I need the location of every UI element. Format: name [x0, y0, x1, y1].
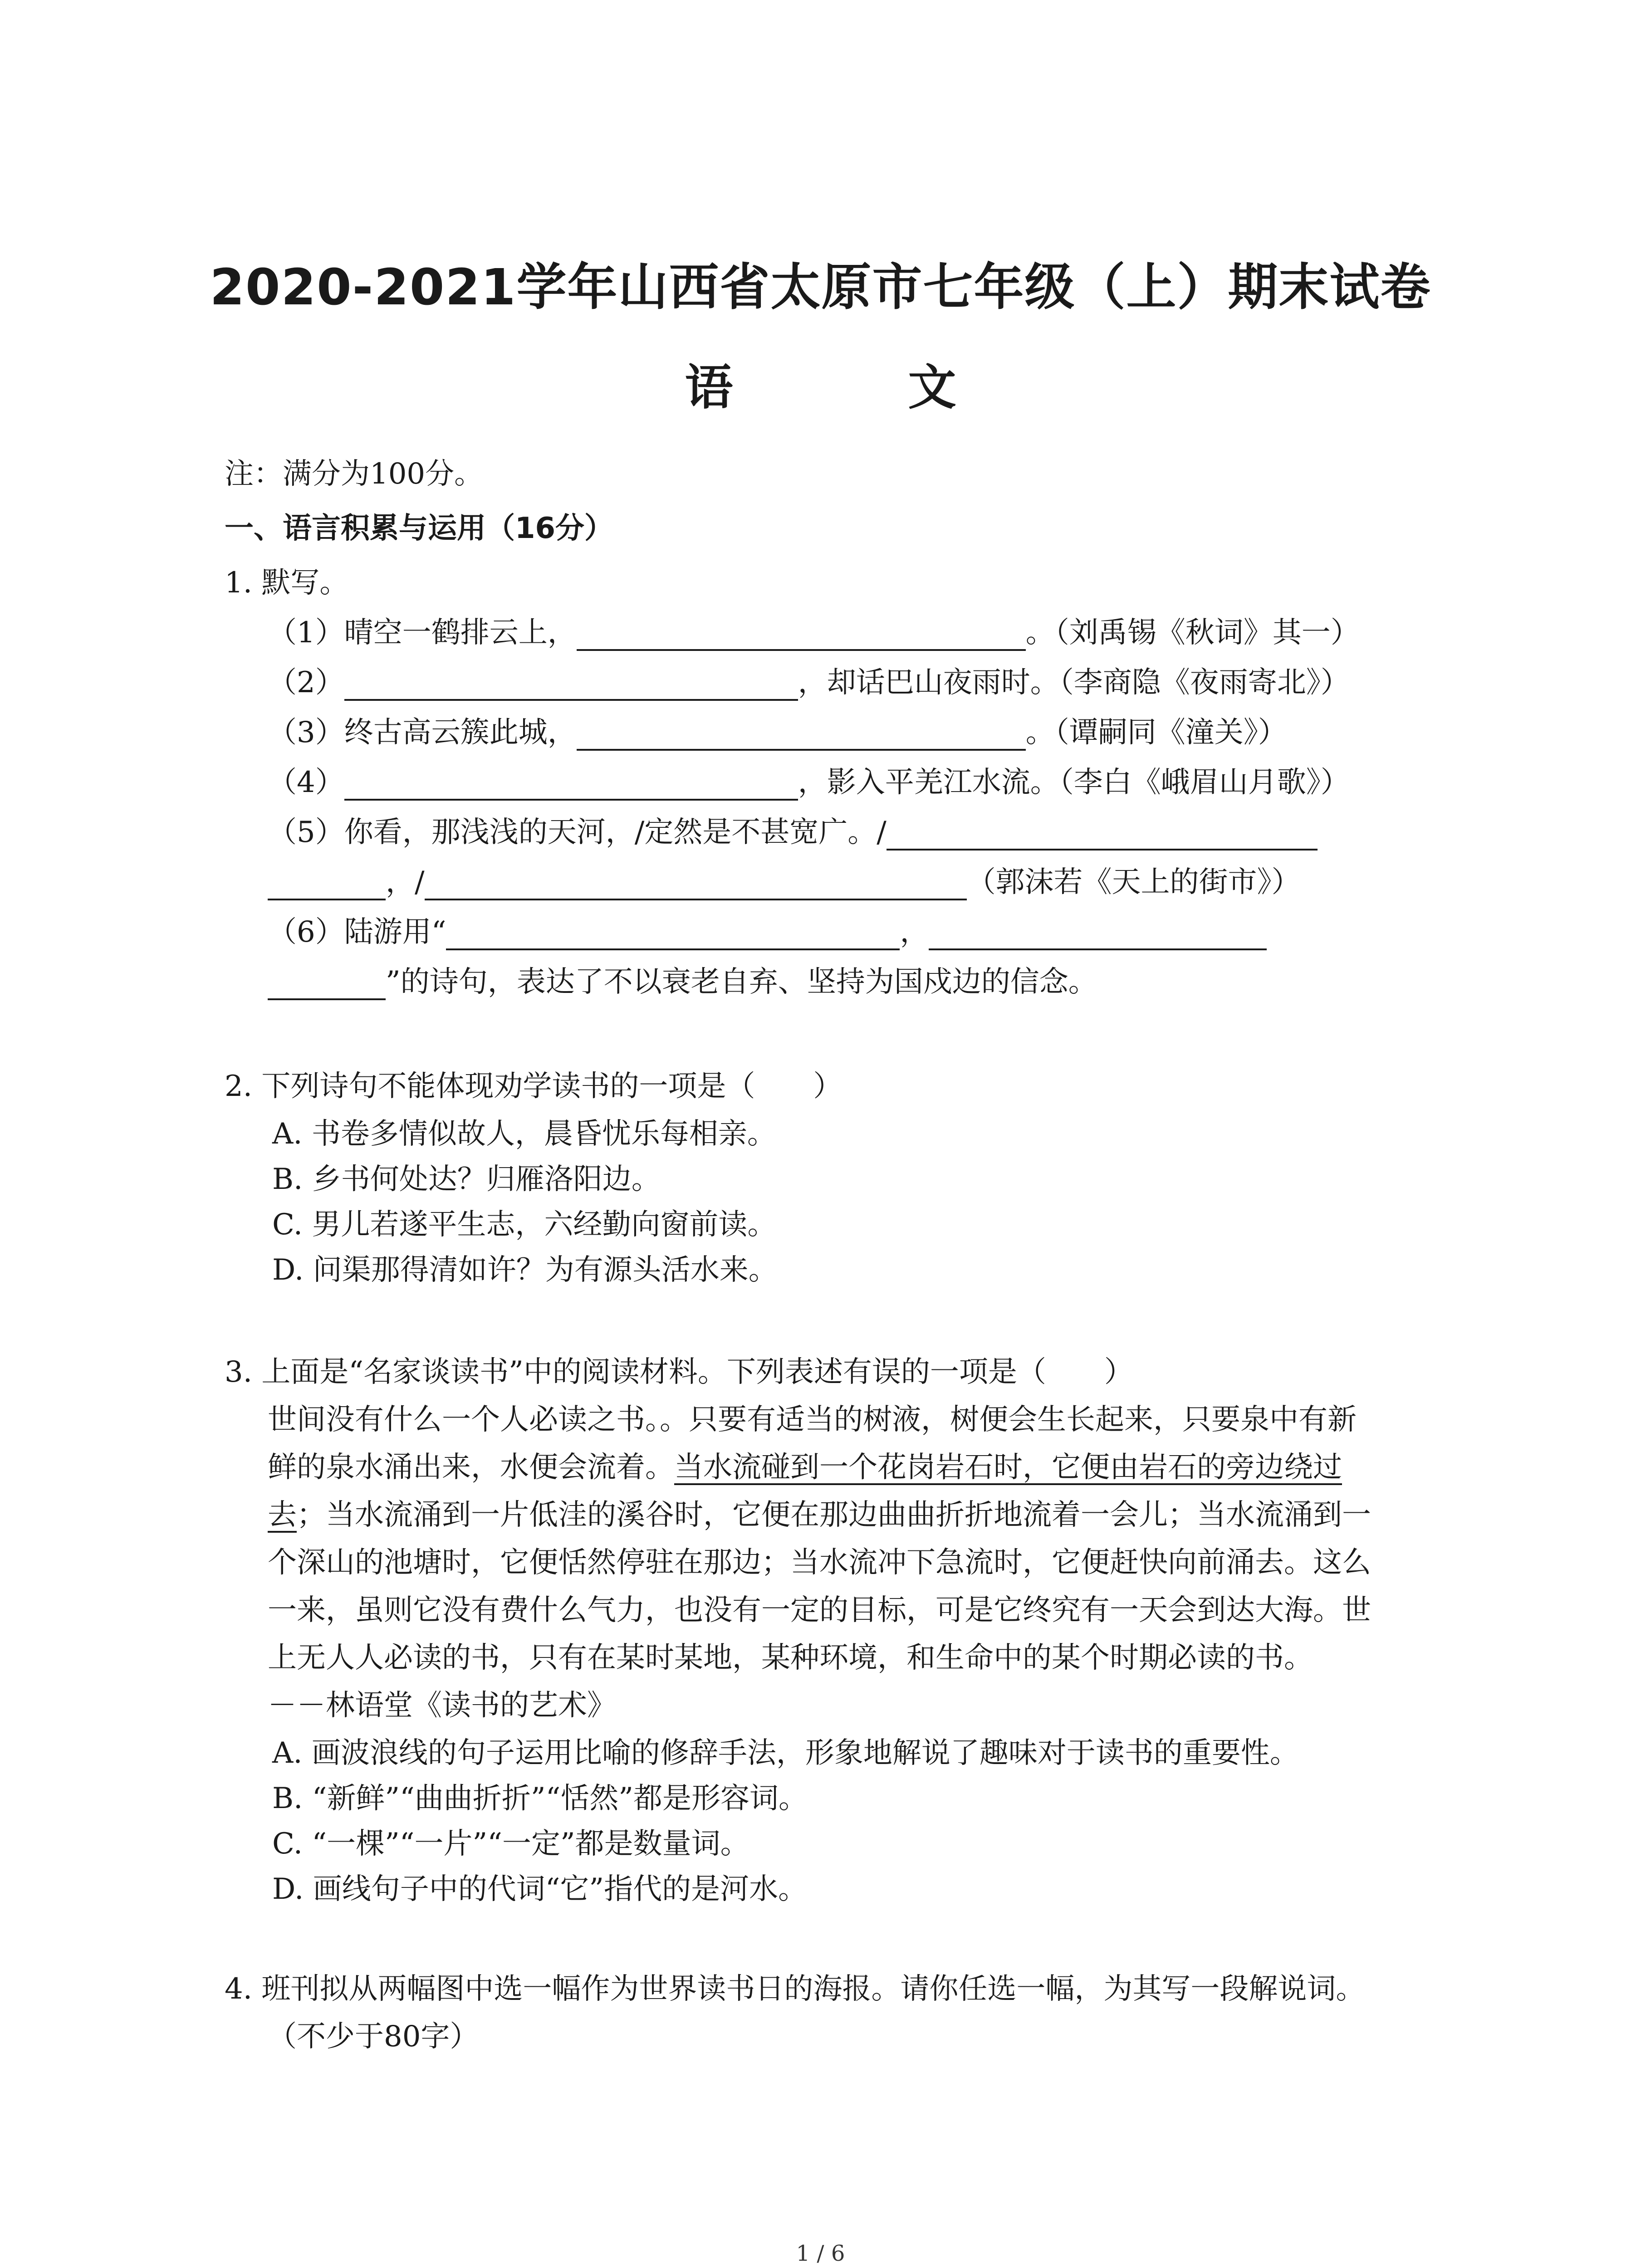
q1-line-5 — [268, 814, 1318, 850]
q2-option-b[interactable]: B. 乡书何处达？归雁洛阳边。 — [272, 1163, 661, 1196]
q1-stem: 1. 默写。 — [225, 566, 349, 600]
q3-option-a[interactable]: A. 画波浪线的句子运用比喻的修辞手法，形象地解说了趣味对于读书的重要性。 — [272, 1736, 1299, 1770]
q3-option-c[interactable]: C. “一棵”“一片”“一定”都是数量词。 — [272, 1827, 749, 1861]
q1-line-6 — [268, 914, 1267, 950]
q1-line-4-suffix: ，影入平羌江水流。（李白《峨眉山月歌》） — [798, 766, 1350, 799]
exam-title: 2020-2021学年山西省太原市七年级（上）期末试卷 — [210, 258, 1431, 316]
answer-blank[interactable] — [887, 819, 1318, 850]
q3-passage-line-6: 上无人人必读的书，只有在某时某地，某种环境，和生命中的某个时期必读的书。 — [268, 1641, 1313, 1675]
q1-line-6b — [268, 964, 1097, 1000]
q3-passage-line-5: 一来，虽则它没有费什么气力，也没有一定的目标，可是它终究有一天会到达大海。世 — [268, 1593, 1371, 1627]
q1-line-6-prefix: （6）陆游用“ — [268, 915, 446, 949]
answer-blank[interactable] — [929, 919, 1267, 950]
q1-line-5b-separator: ，/ — [386, 865, 425, 899]
answer-blank[interactable] — [446, 919, 900, 950]
q1-line-4-prefix: （4） — [268, 766, 344, 799]
q2-option-d[interactable]: D. 问渠那得清如许？为有源头活水来。 — [272, 1253, 778, 1287]
answer-blank[interactable] — [268, 869, 386, 900]
q1-line-5b — [268, 864, 1301, 900]
q1-line-5-prefix: （5）你看，那浅浅的天河，/定然是不甚宽广。/ — [268, 816, 887, 849]
q1-line-1 — [268, 615, 1360, 651]
answer-blank[interactable] — [344, 769, 798, 801]
q1-line-2 — [268, 665, 1350, 701]
q1-line-3 — [268, 714, 1287, 751]
q2-stem: 2. 下列诗句不能体现劝学读书的一项是（ ） — [225, 1070, 843, 1103]
q3-option-b[interactable]: B. “新鲜”“曲曲折折”“恬然”都是形容词。 — [272, 1782, 808, 1815]
q3-passage-line-4: 个深山的池塘时，它便恬然停驻在那边；当水流冲下急流时，它便赶快向前涌去。这么 — [268, 1546, 1371, 1579]
q1-line-3-prefix: （3）终古高云簇此城， — [268, 716, 577, 749]
q1-line-3-suffix: 。（谭嗣同《潼关》） — [1025, 716, 1287, 749]
page-number: 1 / 6 — [796, 2241, 845, 2266]
underlined-sentence: 当水流碰到一个花岗岩石时，它便由岩石的旁边绕过 — [674, 1451, 1342, 1484]
q3-stem: 3. 上面是“名家谈读书”中的阅读材料。下列表述有误的一项是（ ） — [225, 1355, 1133, 1389]
q2-option-c[interactable]: C. 男儿若遂平生志，六经勤向窗前读。 — [272, 1208, 777, 1242]
q3-passage-line-1: 世间没有什么一个人必读之书。。只要有适当的树液，树便会生长起来，只要泉中有新 — [268, 1403, 1357, 1437]
q3-passage-text: ；当水流涌到一片低洼的溪谷时，它便在那边曲曲折折地流着一会儿；当水流涌到一 — [297, 1498, 1371, 1532]
q2-option-a[interactable]: A. 书卷多情似故人，晨昏忧乐每相亲。 — [272, 1117, 776, 1151]
q3-passage-line-2 — [268, 1449, 1342, 1486]
answer-blank[interactable] — [268, 968, 386, 1000]
underlined-sentence-end: 去 — [268, 1498, 297, 1532]
q4-stem: 4. 班刊拟从两幅图中选一幅作为世界读书日的海报。请你任选一幅，为其写一段解说词。 — [225, 1972, 1365, 2006]
answer-blank[interactable] — [577, 619, 1026, 651]
answer-blank[interactable] — [425, 869, 967, 900]
q1-line-5b-source: （郭沫若《天上的街市》） — [966, 865, 1301, 899]
answer-blank[interactable] — [344, 669, 798, 701]
q1-line-6-comma: ， — [900, 915, 929, 949]
q1-line-2-prefix: （2） — [268, 666, 344, 699]
q3-passage-line-3 — [268, 1497, 1371, 1533]
section-heading: 一、语言积累与运用（16分） — [225, 512, 614, 545]
q3-passage-text: 鲜的泉水涌出来，水便会流着。 — [268, 1451, 674, 1484]
score-note: 注：满分为100分。 — [225, 457, 484, 491]
answer-blank[interactable] — [577, 719, 1026, 751]
q1-line-2-suffix: ，却话巴山夜雨时。（李商隐《夜雨寄北》） — [798, 666, 1350, 699]
q3-option-d[interactable]: D. 画线句子中的代词“它”指代的是河水。 — [272, 1872, 808, 1906]
q4-stem-continued: （不少于80字） — [268, 2020, 479, 2053]
subject-title: 语 文 — [685, 360, 1020, 415]
q1-line-6b-suffix: ”的诗句，表达了不以衰老自弃、坚持为国戍边的信念。 — [386, 965, 1097, 999]
q1-line-1-prefix: （1）晴空一鹤排云上， — [268, 616, 577, 650]
q1-line-4 — [268, 764, 1350, 801]
q1-line-1-suffix: 。（刘禹锡《秋词》其一） — [1025, 616, 1360, 650]
q3-source: －－林语堂《读书的艺术》 — [268, 1689, 616, 1722]
